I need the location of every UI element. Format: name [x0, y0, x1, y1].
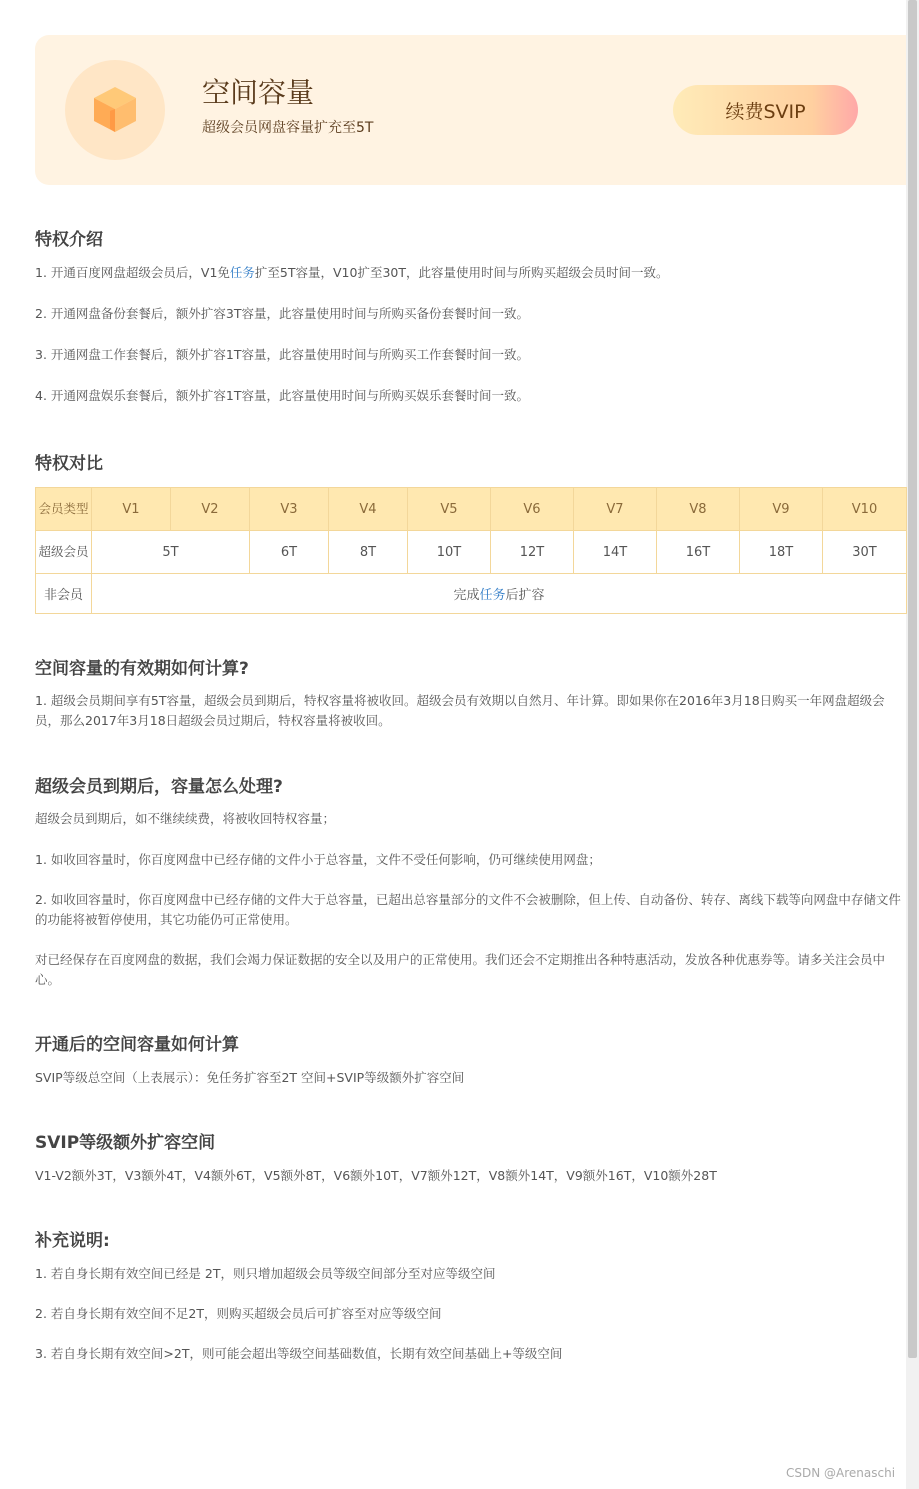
table-row-nonmember: [36, 574, 907, 614]
supplement-line-3: 3. 若自身长期有效空间>2T，则可能会超出等级空间基础数值，长期有效空间基础上+等级空间: [35, 1346, 563, 1361]
header-cell-v8: V8: [657, 488, 740, 531]
extra-heading: SVIP等级额外扩容空间: [35, 1133, 216, 1153]
intro-line-2: 2. 开通网盘备份套餐后，额外扩容3T容量，此容量使用时间与所购买备份套餐时间一致。: [35, 306, 529, 321]
intro-line-1-text-b: 扩至5T容量，V10扩至30T，此容量使用时间与所购买超级会员时间一致。: [254, 265, 669, 280]
intro-line-1-text-a: 1. 开通百度网盘超级会员后，V1免: [35, 265, 230, 280]
privilege-compare-table: [35, 487, 907, 614]
header-cell-v6: V6: [491, 488, 574, 531]
header-cell-v4: V4: [329, 488, 408, 531]
supplement-line-2: 2. 若自身长期有效空间不足2T，则购买超级会员后可扩容至对应等级空间: [35, 1306, 442, 1321]
banner-subtitle: 超级会员网盘容量扩充至5T: [202, 120, 374, 136]
header-cell-member-type: 会员类型: [36, 488, 92, 531]
cell-svip-v9: 18T: [740, 531, 823, 574]
header-cell-v1: V1: [92, 488, 171, 531]
supplement-heading: 补充说明:: [35, 1231, 110, 1251]
extra-text: V1-V2额外3T，V3额外4T，V4额外6T，V5额外8T，V6额外10T，V7额外12T，V8额外14T，V9额外16T，V10额外28T: [35, 1168, 717, 1183]
nonmember-task-link[interactable]: 任务: [479, 588, 506, 603]
scrollbar-thumb[interactable]: [908, 0, 917, 1358]
task-link[interactable]: 任务: [229, 265, 255, 280]
compare-heading: 特权对比: [35, 454, 103, 474]
renew-svip-button[interactable]: 续费SVIP: [673, 85, 858, 135]
expiry-line-2: 2. 如收回容量时，你百度网盘中已经存储的文件大于总容量，已超出总容量部分的文件不会被删除，但上传、自动备份、转存、离线下载等向网盘中存储文件的功能将被暂停使用，其它功能仍可正常使用。: [35, 892, 901, 927]
cell-svip-v7: 14T: [574, 531, 657, 574]
header-cell-v5: V5: [408, 488, 491, 531]
cell-svip-v4: 8T: [329, 531, 408, 574]
header-cell-v7: V7: [574, 488, 657, 531]
validity-heading: 空间容量的有效期如何计算?: [35, 659, 249, 679]
row-label-svip: 超级会员: [36, 531, 92, 574]
csdn-watermark: CSDN @Arenaschi: [786, 1466, 896, 1480]
expiry-intro: 超级会员到期后，如不继续续费，将被收回特权容量；: [35, 811, 336, 826]
header-cell-v9: V9: [740, 488, 823, 531]
intro-heading: 特权介绍: [35, 230, 103, 250]
intro-line-3: 3. 开通网盘工作套餐后，额外扩容1T容量，此容量使用时间与所购买工作套餐时间一致。: [35, 347, 529, 362]
cell-svip-v1-v2: 5T: [92, 531, 250, 574]
banner-icon-circle: [65, 60, 165, 160]
cell-svip-v6: 12T: [491, 531, 574, 574]
cell-svip-v3: 6T: [250, 531, 329, 574]
cell-svip-v10: 30T: [823, 531, 907, 574]
expiry-line-1: 1. 如收回容量时，你百度网盘中已经存储的文件小于总容量，文件不受任何影响，仍可继续使用网盘；: [35, 852, 601, 867]
intro-line-4: 4. 开通网盘娱乐套餐后，额外扩容1T容量，此容量使用时间与所购买娱乐套餐时间一致。: [35, 388, 529, 403]
banner-title: 空间容量: [202, 76, 315, 109]
header-cell-v2: V2: [171, 488, 250, 531]
capacity-banner: [35, 35, 906, 185]
supplement-line-1: 1. 若自身长期有效空间已经是 2T，则只增加超级会员等级空间部分至对应等级空间: [35, 1266, 496, 1281]
cell-svip-v5: 10T: [408, 531, 491, 574]
validity-text: 1. 超级会员期间享有5T容量，超级会员到期后，特权容量将被收回。超级会员有效期以自然月、年计算。即如果你在2016年3月18日购买一年网盘超级会员，那么2017年3月18日超级会员过期后，特权容量将被收回。: [35, 693, 885, 728]
nonmember-text-b: 后扩容: [505, 588, 545, 603]
calc-text: SVIP等级总空间（上表展示）：免任务扩容至2T 空间+SVIP等级额外扩容空间: [35, 1070, 465, 1085]
table-header-row: [36, 488, 907, 531]
table-row-svip: [36, 531, 907, 574]
header-cell-v3: V3: [250, 488, 329, 531]
cube-icon: [91, 84, 139, 134]
calc-heading: 开通后的空间容量如何计算: [35, 1035, 239, 1055]
intro-line-1: [35, 263, 907, 283]
header-cell-v10: V10: [823, 488, 907, 531]
expiry-heading: 超级会员到期后，容量怎么处理?: [35, 777, 283, 797]
row-label-nonmember: 非会员: [36, 574, 92, 614]
page-scrollbar[interactable]: [906, 0, 919, 1489]
expiry-note: 对已经保存在百度网盘的数据，我们会竭力保证数据的安全以及用户的正常使用。我们还会不定期推出各种特惠活动，发放各种优惠券等。请多关注会员中心。: [35, 952, 886, 987]
nonmember-text-a: 完成: [453, 588, 480, 603]
cell-nonmember-all: [92, 574, 907, 614]
cell-svip-v8: 16T: [657, 531, 740, 574]
